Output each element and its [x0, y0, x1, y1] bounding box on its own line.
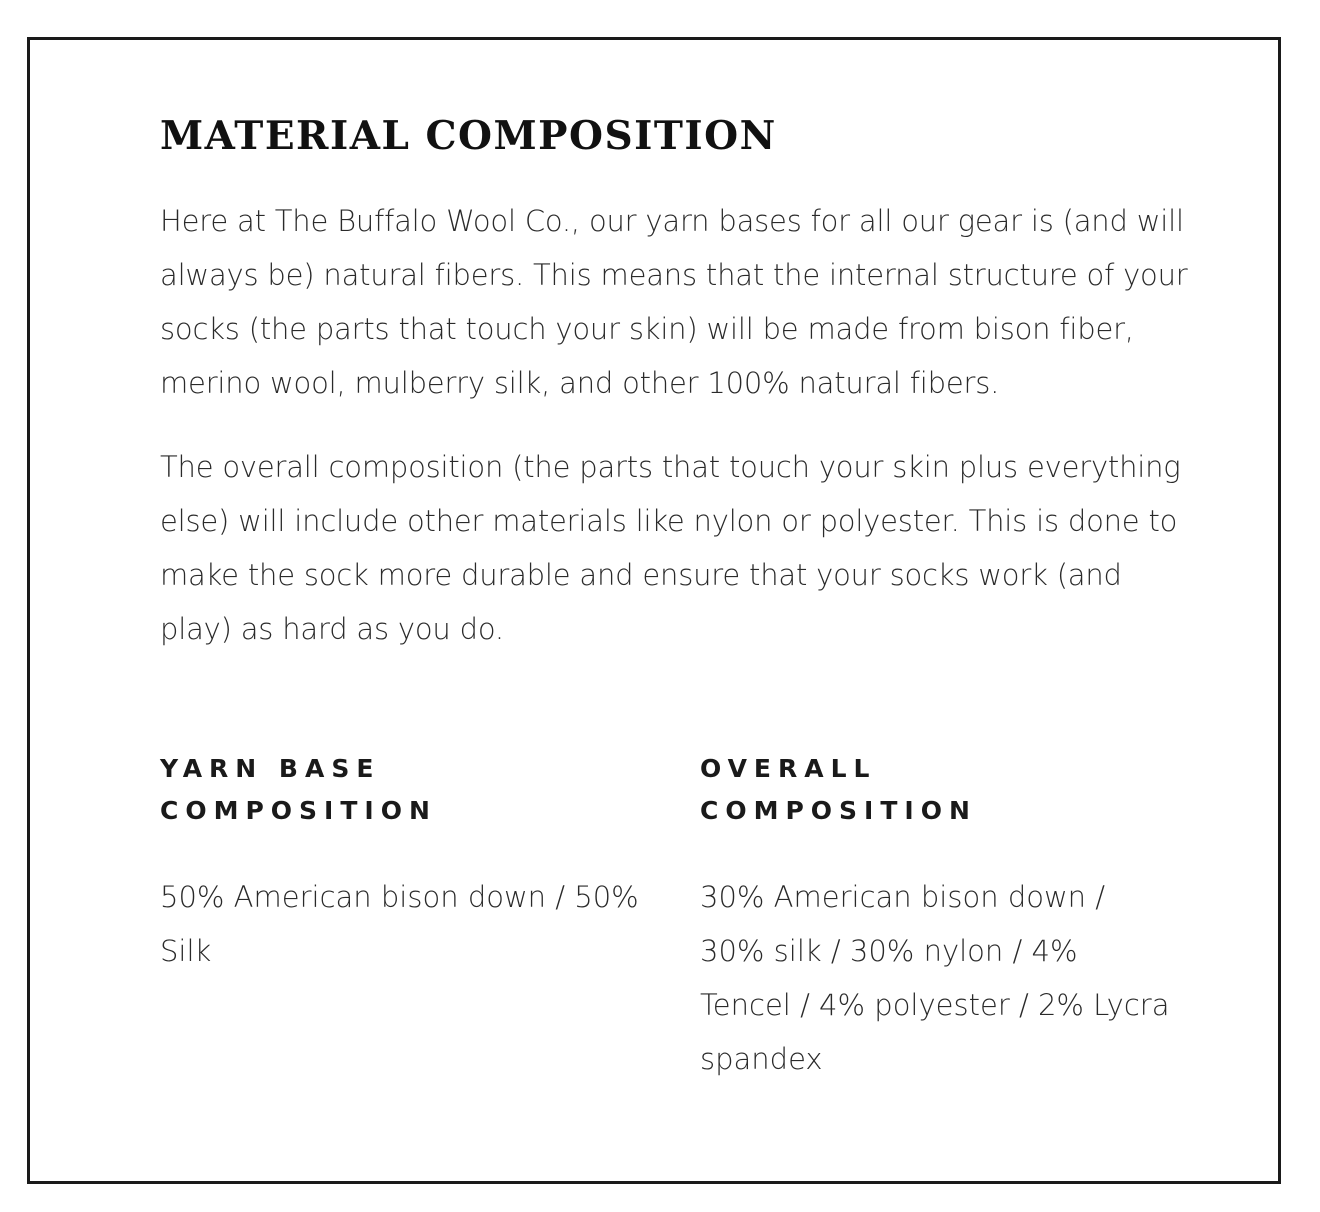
yarn-base-heading: YARN BASE COMPOSITION	[160, 754, 437, 825]
material-composition-section	[160, 108, 1200, 1086]
composition-columns	[160, 748, 1200, 1086]
overall-paragraph: The overall composition (the parts that touch your skin plus everything else) will include other materials like nylon or polyester. This is done to make the sock more durable and ensure that your socks work (and play) as hard as you do.	[160, 450, 1181, 646]
overall-value: 30% American bison down / 30% silk / 30% nylon / 4% Tencel / 4% polyester / 2% Lycra spandex	[700, 880, 1170, 1076]
section-title: MATERIAL COMPOSITION	[160, 113, 777, 159]
intro-paragraph: Here at The Buffalo Wool Co., our yarn bases for all our gear is (and will always be) natural fibers. This means that the internal structure of your socks (the parts that touch your skin) will be made from bison fiber, merino wool, mulberry silk, and other 100% natural fibers.	[160, 204, 1188, 400]
overall-column	[700, 748, 1200, 1086]
yarn-base-value: 50% American bison down / 50% Silk	[160, 880, 639, 968]
overall-heading: OVERALL COMPOSITION	[700, 754, 977, 825]
yarn-base-column	[160, 748, 700, 1086]
